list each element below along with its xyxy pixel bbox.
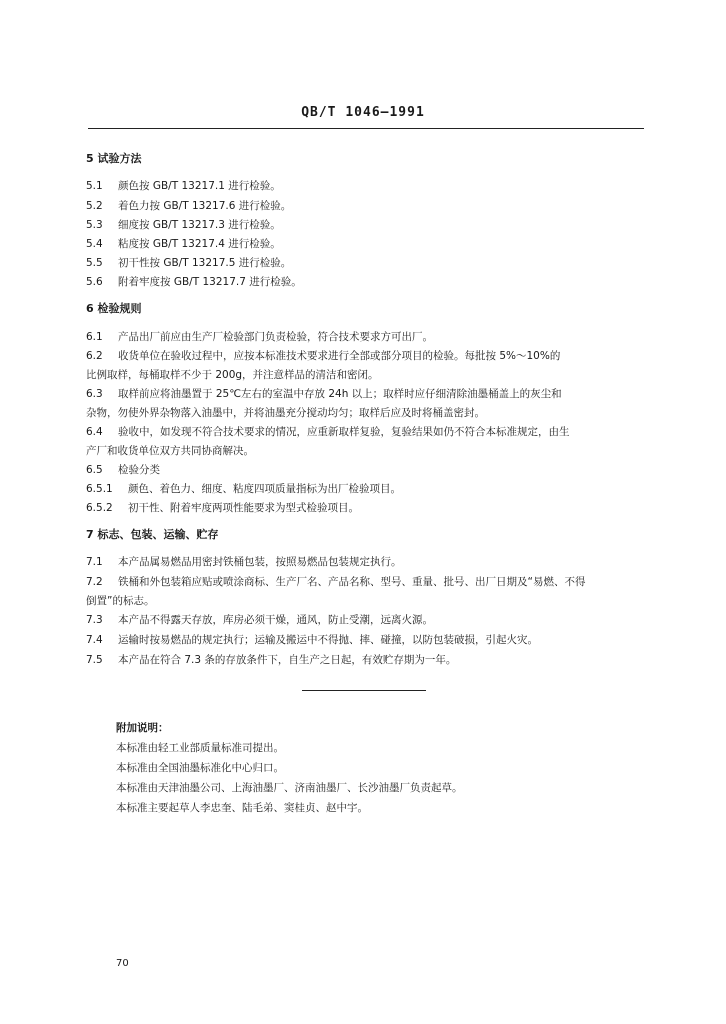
clause-text: 附着牢度按 GB/T 13217.7 进行检验。 <box>118 276 302 288</box>
clause-number: 5.1 <box>86 180 103 192</box>
clause-6-4 <box>86 424 646 439</box>
end-rule <box>302 690 426 691</box>
clause-6-2-continued: 比例取样，每桶取样不少于 200g，并注意样品的清洁和密闭。 <box>86 369 379 381</box>
notes-title: 附加说明： <box>116 722 169 734</box>
clause-number: 7.4 <box>86 634 103 646</box>
clause-text: 细度按 GB/T 13217.3 进行检验。 <box>118 219 281 231</box>
header-rule <box>88 128 644 129</box>
clause-number: 7.3 <box>86 614 103 626</box>
clause-5-4 <box>86 236 646 251</box>
clause-number: 7.2 <box>86 576 103 588</box>
clause-text: 初干性、附着牢度两项性能要求为型式检验项目。 <box>128 502 359 514</box>
note-line-3: 本标准由天津油墨公司、上海油墨厂、济南油墨厂、长沙油墨厂负责起草。 <box>116 782 463 794</box>
clause-text: 验收中，如发现不符合技术要求的情况，应重新取样复验，复验结果如仍不符合本标准规定，由生 <box>118 426 570 438</box>
clause-text: 运输时按易燃品的规定执行；运输及搬运中不得抛、摔、碰撞，以防包装破损，引起火灾。 <box>118 634 538 646</box>
note-line-2: 本标准由全国油墨标准化中心归口。 <box>116 762 284 774</box>
standard-header: QB/T 1046—1991 <box>301 105 425 120</box>
clause-number: 5.6 <box>86 276 103 288</box>
clause-number: 5.3 <box>86 219 103 231</box>
clause-6-5-2 <box>86 500 646 515</box>
clause-6-2 <box>86 348 646 363</box>
clause-text: 本产品属易燃品用密封铁桶包装，按照易燃品包装规定执行。 <box>118 556 402 568</box>
clause-text: 产品出厂前应由生产厂检验部门负责检验，符合技术要求方可出厂。 <box>118 331 433 343</box>
clause-5-2 <box>86 198 646 213</box>
clause-7-5 <box>86 652 646 667</box>
clause-6-4-continued: 产厂和收货单位双方共同协商解决。 <box>86 445 254 457</box>
clause-6-3-continued: 杂物，勿使外界杂物落入油墨中，并将油墨充分搅动均匀；取样后应及时将桶盖密封。 <box>86 407 485 419</box>
clause-number: 6.5 <box>86 464 103 476</box>
clause-number: 6.2 <box>86 350 103 362</box>
clause-number: 6.5.1 <box>86 483 113 495</box>
clause-text: 检验分类 <box>118 464 160 476</box>
clause-7-4 <box>86 632 646 647</box>
clause-6-1 <box>86 329 646 344</box>
clause-text: 本产品在符合 7.3 条的存放条件下，自生产之日起，有效贮存期为一年。 <box>118 654 457 666</box>
clause-text: 铁桶和外包装箱应贴或喷涂商标、生产厂名、产品名称、型号、重量、批号、出厂日期及“易燃、不得 <box>118 576 586 588</box>
page-number: 70 <box>116 958 129 969</box>
clause-6-5-1 <box>86 481 646 496</box>
clause-text: 颜色、着色力、细度、粘度四项质量指标为出厂检验项目。 <box>128 483 401 495</box>
note-line-1: 本标准由轻工业部质量标准司提出。 <box>116 742 284 754</box>
clause-text: 粘度按 GB/T 13217.4 进行检验。 <box>118 238 281 250</box>
clause-number: 6.4 <box>86 426 103 438</box>
clause-6-3 <box>86 386 646 401</box>
clause-number: 5.4 <box>86 238 103 250</box>
clause-5-3 <box>86 217 646 232</box>
clause-number: 5.2 <box>86 200 103 212</box>
clause-number: 6.3 <box>86 388 103 400</box>
clause-7-3 <box>86 612 646 627</box>
section-5-title: 5 试验方法 <box>86 152 142 165</box>
clause-5-5 <box>86 255 646 270</box>
clause-7-2-continued: 倒置”的标志。 <box>86 595 155 607</box>
clause-number: 7.5 <box>86 654 103 666</box>
clause-text: 取样前应将油墨置于 25℃左右的室温中存放 24h 以上；取样时应仔细清除油墨桶盖上的灰尘和 <box>118 388 562 400</box>
clause-text: 着色力按 GB/T 13217.6 进行检验。 <box>118 200 292 212</box>
clause-number: 7.1 <box>86 556 103 568</box>
note-line-4: 本标准主要起草人李忠奎、陆毛弟、窦桂贞、赵中宇。 <box>116 802 368 814</box>
clause-text: 收货单位在验收过程中，应按本标准技术要求进行全部或部分项目的检验。每批按 5%～10%的 <box>118 350 561 362</box>
clause-7-1 <box>86 554 646 569</box>
clause-text: 本产品不得露天存放，库房必须干燥，通风，防止受潮，远离火源。 <box>118 614 433 626</box>
section-7-title: 7 标志、包装、运输、贮存 <box>86 528 219 541</box>
clause-number: 5.5 <box>86 257 103 269</box>
clause-7-2 <box>86 574 646 589</box>
clause-5-1 <box>86 178 646 193</box>
clause-number: 6.5.2 <box>86 502 113 514</box>
clause-5-6 <box>86 274 646 289</box>
section-6-title: 6 检验规则 <box>86 302 142 315</box>
clause-text: 初干性按 GB/T 13217.5 进行检验。 <box>118 257 292 269</box>
clause-6-5 <box>86 462 646 477</box>
clause-text: 颜色按 GB/T 13217.1 进行检验。 <box>118 180 281 192</box>
clause-number: 6.1 <box>86 331 103 343</box>
